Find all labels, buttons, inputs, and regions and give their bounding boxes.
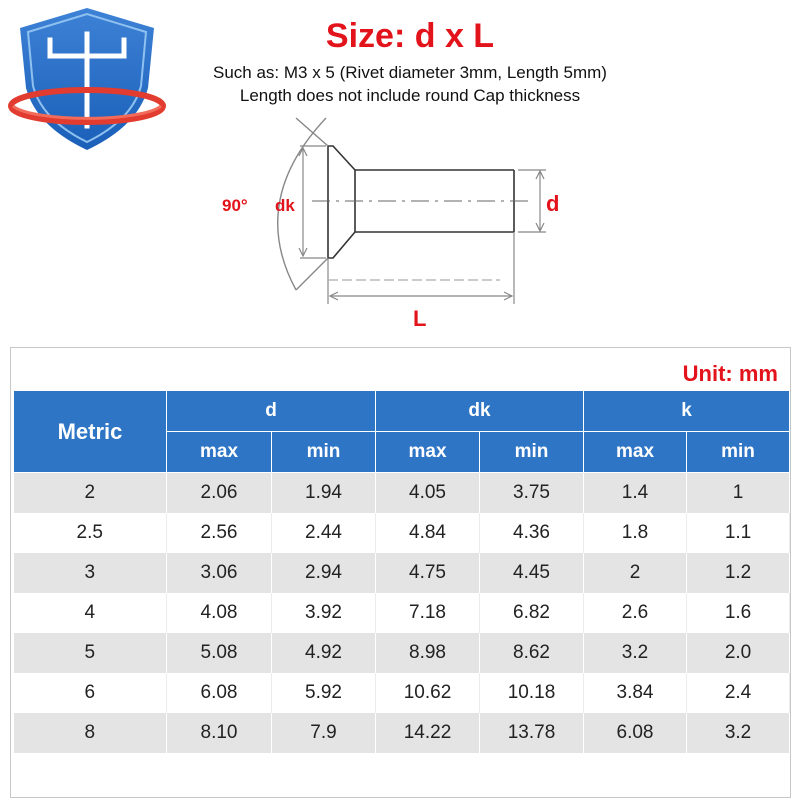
table-cell: 6.82 xyxy=(480,593,584,633)
table-cell: 4.84 xyxy=(376,513,480,553)
table-cell: 2.4 xyxy=(687,673,790,713)
head-diameter-label: dk xyxy=(275,196,295,215)
table-cell: 5.08 xyxy=(167,633,272,673)
table-cell: 4.08 xyxy=(167,593,272,633)
group-header-k: k xyxy=(584,391,790,432)
table-cell: 13.78 xyxy=(480,713,584,753)
table-cell: 10.18 xyxy=(480,673,584,713)
table-row xyxy=(14,713,790,753)
table-row xyxy=(14,633,790,673)
table-cell: 5.92 xyxy=(272,673,376,713)
table-cell: 2.94 xyxy=(272,553,376,593)
table-cell: 2 xyxy=(14,473,167,514)
table-cell: 4.75 xyxy=(376,553,480,593)
table-cell: 3.84 xyxy=(584,673,687,713)
table-cell: 3.06 xyxy=(167,553,272,593)
table-cell: 2.56 xyxy=(167,513,272,553)
table-cell: 6.08 xyxy=(167,673,272,713)
table-cell: 6 xyxy=(14,673,167,713)
table-cell: 1.4 xyxy=(584,473,687,514)
angle-label: 90° xyxy=(222,196,248,215)
table-header-row xyxy=(14,391,790,432)
table-cell: 7.9 xyxy=(272,713,376,753)
table-cell: 7.18 xyxy=(376,593,480,633)
table-cell: 2.0 xyxy=(687,633,790,673)
table-cell: 6.08 xyxy=(584,713,687,753)
subheader-cell: max xyxy=(376,432,480,473)
page-title: Size: d x L xyxy=(325,17,495,55)
table-cell: 5 xyxy=(14,633,167,673)
length-label: L xyxy=(413,306,427,331)
table-cell: 14.22 xyxy=(376,713,480,753)
table-row xyxy=(14,593,790,633)
subheader-cell: max xyxy=(584,432,687,473)
table-cell: 10.62 xyxy=(376,673,480,713)
table-cell: 1.94 xyxy=(272,473,376,514)
spec-table xyxy=(13,390,790,753)
spec-table-panel xyxy=(10,347,791,798)
table-cell: 2.6 xyxy=(584,593,687,633)
group-header-d: d xyxy=(167,391,376,432)
rivet-diagram xyxy=(200,108,600,340)
table-cell: 3.75 xyxy=(480,473,584,514)
subheader-cell: min xyxy=(272,432,376,473)
table-cell: 1 xyxy=(687,473,790,514)
table-cell: 8.10 xyxy=(167,713,272,753)
table-cell: 3.2 xyxy=(687,713,790,753)
table-cell: 1.8 xyxy=(584,513,687,553)
subheader-cell: max xyxy=(167,432,272,473)
table-cell: 1.2 xyxy=(687,553,790,593)
example-text: Such as: M3 x 5 (Rivet diameter 3mm, Length 5mm) xyxy=(213,63,607,82)
table-cell: 1.1 xyxy=(687,513,790,553)
subheader-cell: min xyxy=(480,432,584,473)
diameter-label: d xyxy=(546,191,560,216)
table-cell: 1.6 xyxy=(687,593,790,633)
table-cell: 8.62 xyxy=(480,633,584,673)
table-cell: 3.2 xyxy=(584,633,687,673)
table-row xyxy=(14,673,790,713)
table-cell: 3 xyxy=(14,553,167,593)
table-cell: 2 xyxy=(584,553,687,593)
table-row xyxy=(14,553,790,593)
table-cell: 2.06 xyxy=(167,473,272,514)
table-cell: 8.98 xyxy=(376,633,480,673)
table-cell: 8 xyxy=(14,713,167,753)
table-cell: 4.92 xyxy=(272,633,376,673)
table-cell: 4 xyxy=(14,593,167,633)
table-cell: 2.5 xyxy=(14,513,167,553)
dk-dimension xyxy=(299,146,326,258)
table-cell: 4.45 xyxy=(480,553,584,593)
group-header-dk: dk xyxy=(376,391,584,432)
rivet-outline xyxy=(328,146,514,258)
subheader-cell: min xyxy=(687,432,790,473)
table-cell: 2.44 xyxy=(272,513,376,553)
metric-header: Metric xyxy=(14,391,167,473)
table-cell: 3.92 xyxy=(272,593,376,633)
l-dimension xyxy=(328,232,514,304)
unit-label: Unit: mm xyxy=(682,361,778,386)
table-row xyxy=(14,513,790,553)
note-text: Length does not include round Cap thickness xyxy=(239,86,581,105)
table-row xyxy=(14,473,790,514)
table-cell: 4.36 xyxy=(480,513,584,553)
table-cell: 4.05 xyxy=(376,473,480,514)
